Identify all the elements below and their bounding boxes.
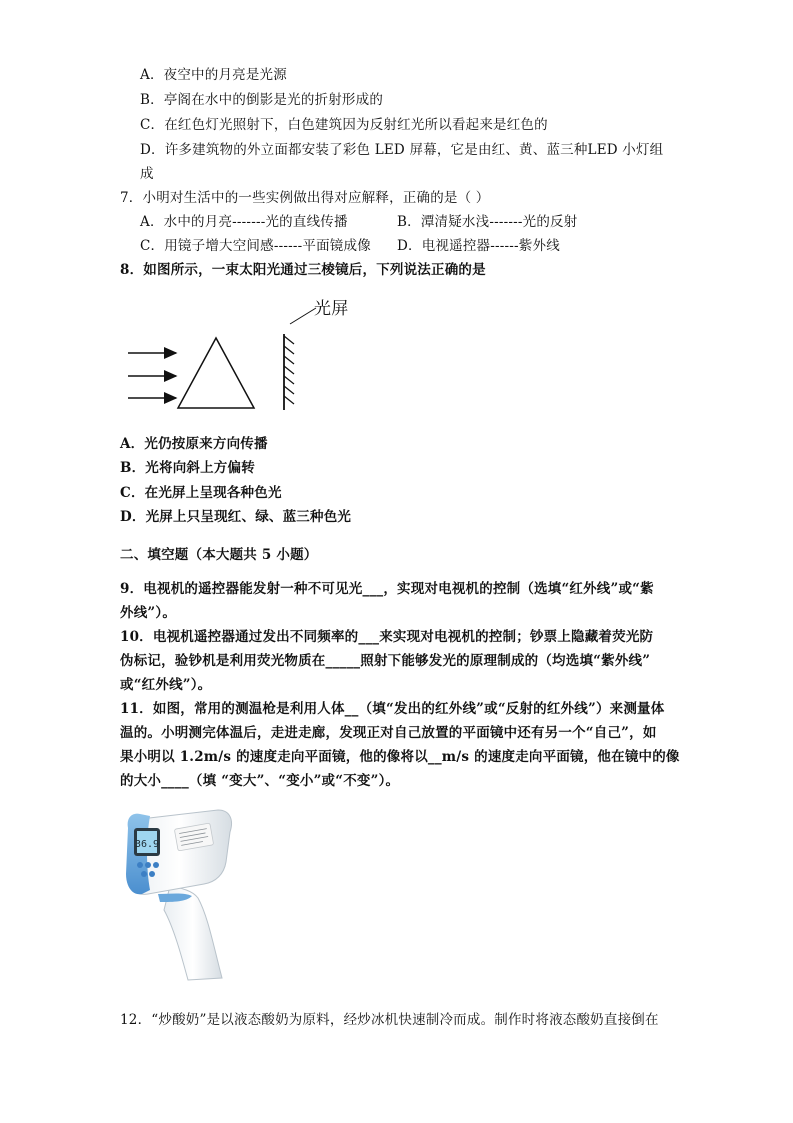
section-heading: 二、填空题（本大题共 5 小题）: [120, 547, 318, 563]
q8-option-c: C．在光屏上呈现各种色光: [120, 485, 282, 501]
q11-line-1: 11．如图，常用的测温枪是利用人体__（填“发出的红外线”或“反射的红外线”）来测量体: [120, 701, 665, 717]
q8-option-a: A．光仍按原来方向传播: [120, 436, 268, 452]
q10-line-1: 10．电视机遥控器通过发出不同频率的___来实现对电视机的控制；钞票上隐藏着荧光防: [120, 629, 654, 645]
screen-hatching: [284, 336, 294, 404]
q11-line-4: 的大小____（填 “变大”、“变小”或“不变”）。: [120, 773, 400, 789]
q8-stem: 8．如图所示，一束太阳光通过三棱镜后，下列说法正确的是: [120, 262, 486, 278]
q10-line-3: 或“红外线”）。: [120, 677, 212, 693]
q10-line-2: 伪标记，验钞机是利用荧光物质在_____照射下能够发光的原理制成的（均选填“紫外线”: [120, 653, 651, 669]
infrared-thermometer-image: [118, 798, 243, 983]
q11-line-3: 果小明以 1.2m/s 的速度走向平面镜，他的像将以__m/s 的速度走向平面镜，他在镜中的像: [120, 749, 680, 765]
q6-option-a: A．夜空中的月亮是光源: [140, 67, 287, 83]
q7-option-a: A．水中的月亮-------光的直线传播: [140, 214, 348, 230]
q7-option-c: C．用镜子增大空间感------平面镜成像: [140, 238, 371, 254]
q6-option-d: D．许多建筑物的外立面都安装了彩色 LED 屏幕，它是由红、黄、蓝三种LED 小灯组: [140, 142, 664, 158]
screen-label: 光屏: [314, 299, 349, 319]
q7-option-b: B．潭清疑水浅-------光的反射: [397, 214, 578, 230]
display-reading: 36.9: [134, 839, 160, 850]
q9-line-2: 外线”）。: [120, 605, 177, 621]
q7-option-d: D．电视遥控器------紫外线: [397, 238, 560, 254]
q7-stem: 7．小明对生活中的一些实例做出得对应解释，正确的是（ ）: [120, 190, 490, 206]
q6-option-c: C．在红色灯光照射下，白色建筑因为反射红光所以看起来是红色的: [140, 117, 548, 133]
q8-option-b: B．光将向斜上方偏转: [120, 460, 255, 476]
q11-line-2: 温的。小明测完体温后，走进走廊，发现正对自己放置的平面镜中还有另一个“自己”，如: [120, 725, 657, 741]
q9-line-1: 9．电视机的遥控器能发射一种不可见光___，实现对电视机的控制（选填“红外线”或“紫: [120, 581, 654, 597]
triangular-prism: [178, 338, 254, 408]
q8-option-d: D．光屏上只呈现红、绿、蓝三种色光: [120, 509, 352, 525]
q6-option-b: B．亭阁在水中的倒影是光的折射形成的: [140, 92, 384, 108]
q6-option-d-continued: 成: [140, 166, 154, 182]
screen-label-leader: [290, 308, 316, 324]
prism-figure: [120, 290, 390, 415]
q12-line-1: 12．“炒酸奶”是以液态酸奶为原料，经炒冰机快速制冷而成。制作时将液态酸奶直接倒在: [120, 1012, 659, 1028]
